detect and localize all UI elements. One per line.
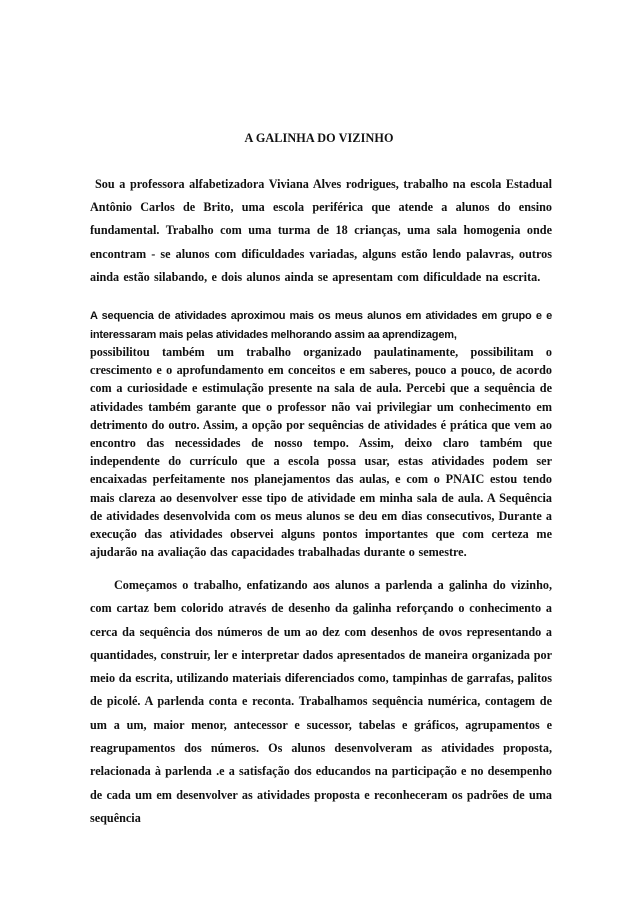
- document-title: A GALINHA DO VIZINHO: [244, 131, 394, 145]
- paragraph-activity-description: Começamos o trabalho, enfatizando aos alunos a parlenda a galinha do vizinho, com cartaz bem colorido através de desenho da galinha reforçando o conhecimento a cerca da sequência dos números de um ao dez com desenhos de ovos representando a quantidades, construir, ler e interpretar dados apresentados de maneira organizada por meio da escrita, utilizando materiais diferenciados como, tampinhas de garrafas, palitos de picolé. A parlenda conta e reconta. Trabalhamos sequência numérica, contagem de um a um, maior menor, antecessor e sucessor, tabelas e gráficos, agrupamentos e reagrupamentos dos números. Os alunos desenvolveram as atividades proposta, relacionada à parlenda .e a satisfação dos educandos na participação e no desempenho de cada um em desenvolver as atividades proposta e reconheceram os padrões de uma sequência: [90, 578, 552, 825]
- paragraph-introduction: Sou a professora alfabetizadora Viviana Alves rodrigues, trabalho na escola Estadual Antônio Carlos de Brito, uma escola periférica que atende a alunos do ensino fundamental. Trabalho com uma turma de 18 crianças, uma sala homogenia onde encontram - se alunos com dificuldades variadas, alguns estão lendo palavras, outros ainda estão silabando, e dois alunos ainda se apresentam com dificuldade na escrita.: [90, 177, 552, 284]
- paragraph-sequence-summary: A sequencia de atividades aproximou mais os meus alunos em atividades em grupo e e interessaram mais pelas atividades melhorando assim aa aprendizagem,: [90, 310, 552, 341]
- paragraph-sequence-benefits: possibilitou também um trabalho organizado paulatinamente, possibilitam o crescimento e o aprofundamento em conceitos e em saberes, pouco a pouco, de acordo com a curiosidade e estimulação presente na sala de aula. Percebi que a sequência de atividades também garante que o professor não vai privilegiar um conhecimento em detrimento do outro. Assim, a opção por sequências de atividades é prática que vem ao encontro das necessidades de nosso tempo. Assim, deixo claro também que independente do currículo que a escola possa usar, estas atividades podem ser encaixadas perfeitamente nos planejamentos das aulas, e com o PNAIC estou tendo mais clareza ao desenvolver esse tipo de atividade em minha sala de aula. A Sequência de atividades desenvolvida com os meus alunos se deu em dias consecutivos, Durante a execução das atividades observei alguns pontos importantes que com certeza me ajudarão na avaliação das capacidades trabalhadas durante o semestre.: [90, 345, 552, 560]
